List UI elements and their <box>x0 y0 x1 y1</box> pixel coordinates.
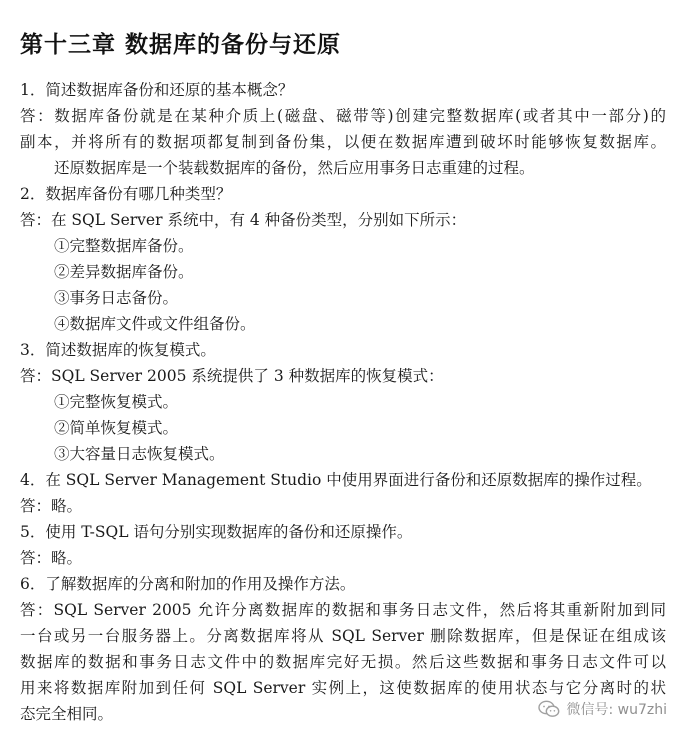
question-5: 5．使用 T-SQL 语句分别实现数据库的备份和还原操作。 <box>20 523 413 541</box>
answer-1-line-1: 答：数据库备份就是在某种介质上(磁盘、磁带等)创建完整数据库(或者其中一部分)的 <box>20 107 666 125</box>
answer-3-item-3: ③大容量日志恢复模式。 <box>54 445 225 463</box>
answer-2-item-1: ①完整数据库备份。 <box>54 237 194 255</box>
question-2: 2．数据库备份有哪几种类型？ <box>20 185 232 203</box>
answer-3-item-2: ②简单恢复模式。 <box>54 419 179 437</box>
answer-6-line-2: 一台或另一台服务器上。分离数据库将从 SQL Server 删除数据库，但是保证在组成该 <box>20 627 666 645</box>
answer-2-intro: 答：在 SQL Server 系统中，有 4 种备份类型，分别如下所示： <box>20 211 467 229</box>
question-1: 1．简述数据库备份和还原的基本概念？ <box>20 81 294 99</box>
chapter-title: 第十三章 数据库的备份与还原 <box>20 32 342 58</box>
question-6: 6．了解数据库的分离和附加的作用及操作方法。 <box>20 575 356 593</box>
answer-3-item-1: ①完整恢复模式。 <box>54 393 179 411</box>
question-3: 3．简述数据库的恢复模式。 <box>20 341 216 359</box>
answer-5: 答：略。 <box>20 549 83 567</box>
answer-2-item-4: ④数据库文件或文件组备份。 <box>54 315 256 333</box>
wechat-icon <box>538 700 560 718</box>
answer-2-item-2: ②差异数据库备份。 <box>54 263 194 281</box>
answer-3-intro: 答：SQL Server 2005 系统提供了 3 种数据库的恢复模式： <box>20 367 444 385</box>
question-4: 4．在 SQL Server Management Studio 中使用界面进行备份和还原数据库的操作过程。 <box>20 471 652 489</box>
answer-2-item-3: ③事务日志备份。 <box>54 289 179 307</box>
wechat-watermark <box>536 698 669 720</box>
watermark-text: 微信号: wu7zhi <box>566 702 667 718</box>
answer-6-line-5: 态完全相同。 <box>20 705 114 723</box>
answer-6-line-3: 数据库的数据和事务日志文件中的数据库完好无损。然后这些数据和事务日志文件可以 <box>20 653 666 671</box>
answer-6-line-4: 用来将数据库附加到任何 SQL Server 实例上，这使数据库的使用状态与它分离时的状 <box>20 679 666 697</box>
answer-6-line-1: 答：SQL Server 2005 允许分离数据库的数据和事务日志文件，然后将其重新附加到同 <box>20 601 666 619</box>
answer-1-line-2: 副本，并将所有的数据项都复制到备份集，以便在数据库遭到破坏时能够恢复数据库。 <box>20 133 666 151</box>
answer-4: 答：略。 <box>20 497 83 515</box>
answer-1-line-3: 还原数据库是一个装载数据库的备份，然后应用事务日志重建的过程。 <box>54 159 535 177</box>
